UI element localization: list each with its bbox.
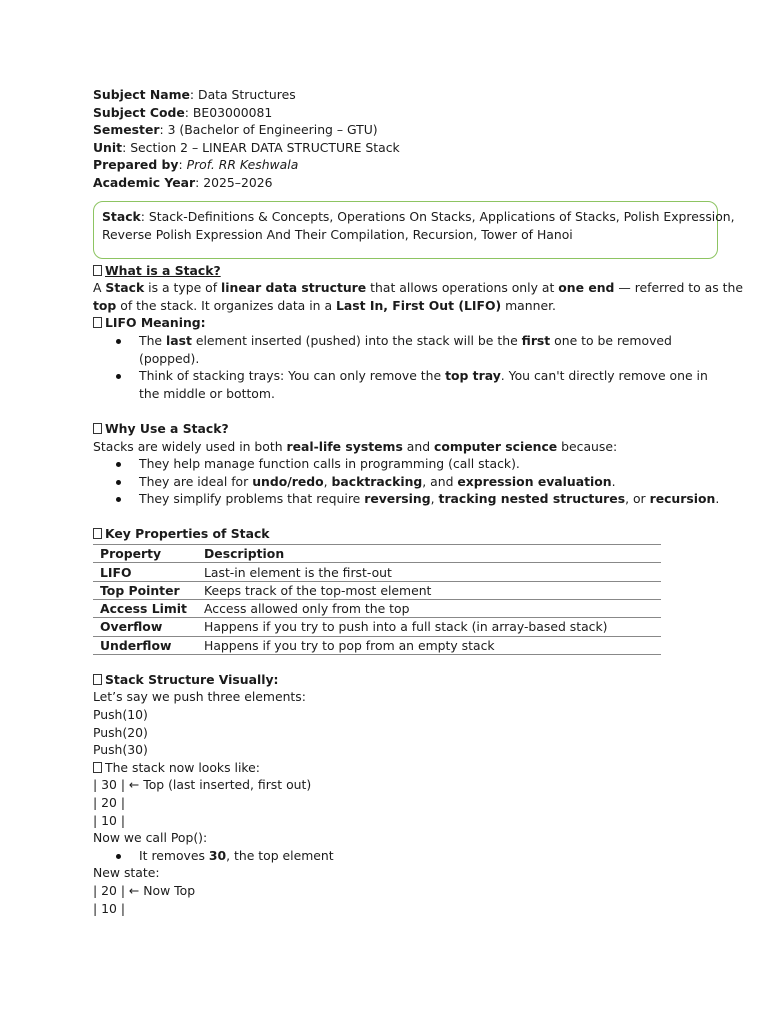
table-header-row [93,545,661,563]
list-item: Think of stacking trays: You can only remove the top tray. You can't directly remove one in [93,367,683,385]
push-line: Push(20) [93,724,148,740]
push-line: Push(10) [93,707,148,723]
pop-list [93,847,683,865]
list-item-continuation: the middle or bottom. [139,385,275,401]
summary-line-1: Stack: Stack-Definitions & Concepts, Operations On Stacks, Applications of Stacks, Polish Expression, [102,208,735,224]
subject-name-line: Subject Name: Data Structures [93,87,296,102]
emoji-placeholder-icon [93,423,102,434]
unit-line: Unit: Section 2 – LINEAR DATA STRUCTURE Stack [93,139,400,155]
why-list [93,455,720,508]
table-row: LIFO Last-in element is the first-out [93,563,661,581]
table-row: Access Limit Access allowed only from the top [93,599,661,617]
visual-intro: Let’s say we push three elements: [93,689,306,705]
emoji-placeholder-icon [93,674,102,685]
prepared-by-line: Prepared by: Prof. RR Keshwala [93,157,299,173]
stack-row: | 30 | ← Top (last inserted, first out) [93,777,312,793]
summary-line-2: Reverse Polish Expression And Their Compilation, Recursion, Tower of Hanoi [102,226,573,242]
list-item: It removes 30, the top element [93,847,683,865]
stack-row: | 10 | [93,900,125,916]
table-row: Overflow Happens if you try to push into a full stack (in array-based stack) [93,618,661,636]
what-paragraph-line-2: top of the stack. It organizes data in a Last In, First Out (LIFO) manner. [93,297,556,313]
properties-heading: Key Properties of Stack [93,525,683,543]
stack-looks-line: The stack now looks like: [93,759,683,777]
stack-row: | 10 | [93,812,125,828]
new-state-line: New state: [93,865,160,881]
lifo-list [93,332,708,402]
emoji-placeholder-icon [93,265,102,276]
table-row: Top Pointer Keeps track of the top-most element [93,581,661,599]
list-item: They help manage function calls in programming (call stack). [93,455,683,473]
list-item: They simplify problems that require reversing, tracking nested structures, or recursion. [93,490,683,508]
emoji-placeholder-icon [93,528,102,539]
list-item: The last element inserted (pushed) into the stack will be the first one to be removed [93,332,683,350]
bullet-icon [116,497,121,502]
bullet-icon [116,480,121,485]
lifo-heading: LIFO Meaning: [93,314,683,332]
list-item: They are ideal for undo/redo, backtracking, and expression evaluation. [93,473,683,491]
what-heading: What is a Stack? [93,262,683,280]
document-page [93,86,743,917]
emoji-placeholder-icon [93,762,102,773]
bullet-icon [116,339,121,344]
why-heading: Why Use a Stack? [93,420,683,438]
table-row: Underflow Happens if you try to pop from an empty stack [93,636,661,654]
summary-box [93,201,735,259]
what-paragraph-line-1: A Stack is a type of linear data structure that allows operations only at one end — referred to as the [93,280,743,296]
push-line: Push(30) [93,742,148,758]
column-header-description: Description [197,545,661,563]
stack-row: | 20 | ← Now Top [93,882,196,898]
column-header-property: Property [93,545,197,563]
bullet-icon [116,374,121,379]
subject-code-line: Subject Code: BE03000081 [93,104,273,120]
properties-table [93,544,661,655]
bullet-icon [116,854,121,859]
semester-line: Semester: 3 (Bachelor of Engineering – GTU) [93,122,378,138]
stack-row: | 20 | [93,795,125,810]
visual-heading: Stack Structure Visually: [93,671,683,689]
academic-year-line: Academic Year: 2025–2026 [93,174,273,190]
bullet-icon [116,462,121,467]
emoji-placeholder-icon [93,317,102,328]
why-paragraph: Stacks are widely used in both real-life systems and computer science because: [93,438,618,454]
pop-call-line: Now we call Pop(): [93,830,208,846]
list-item-continuation: (popped). [139,350,200,366]
